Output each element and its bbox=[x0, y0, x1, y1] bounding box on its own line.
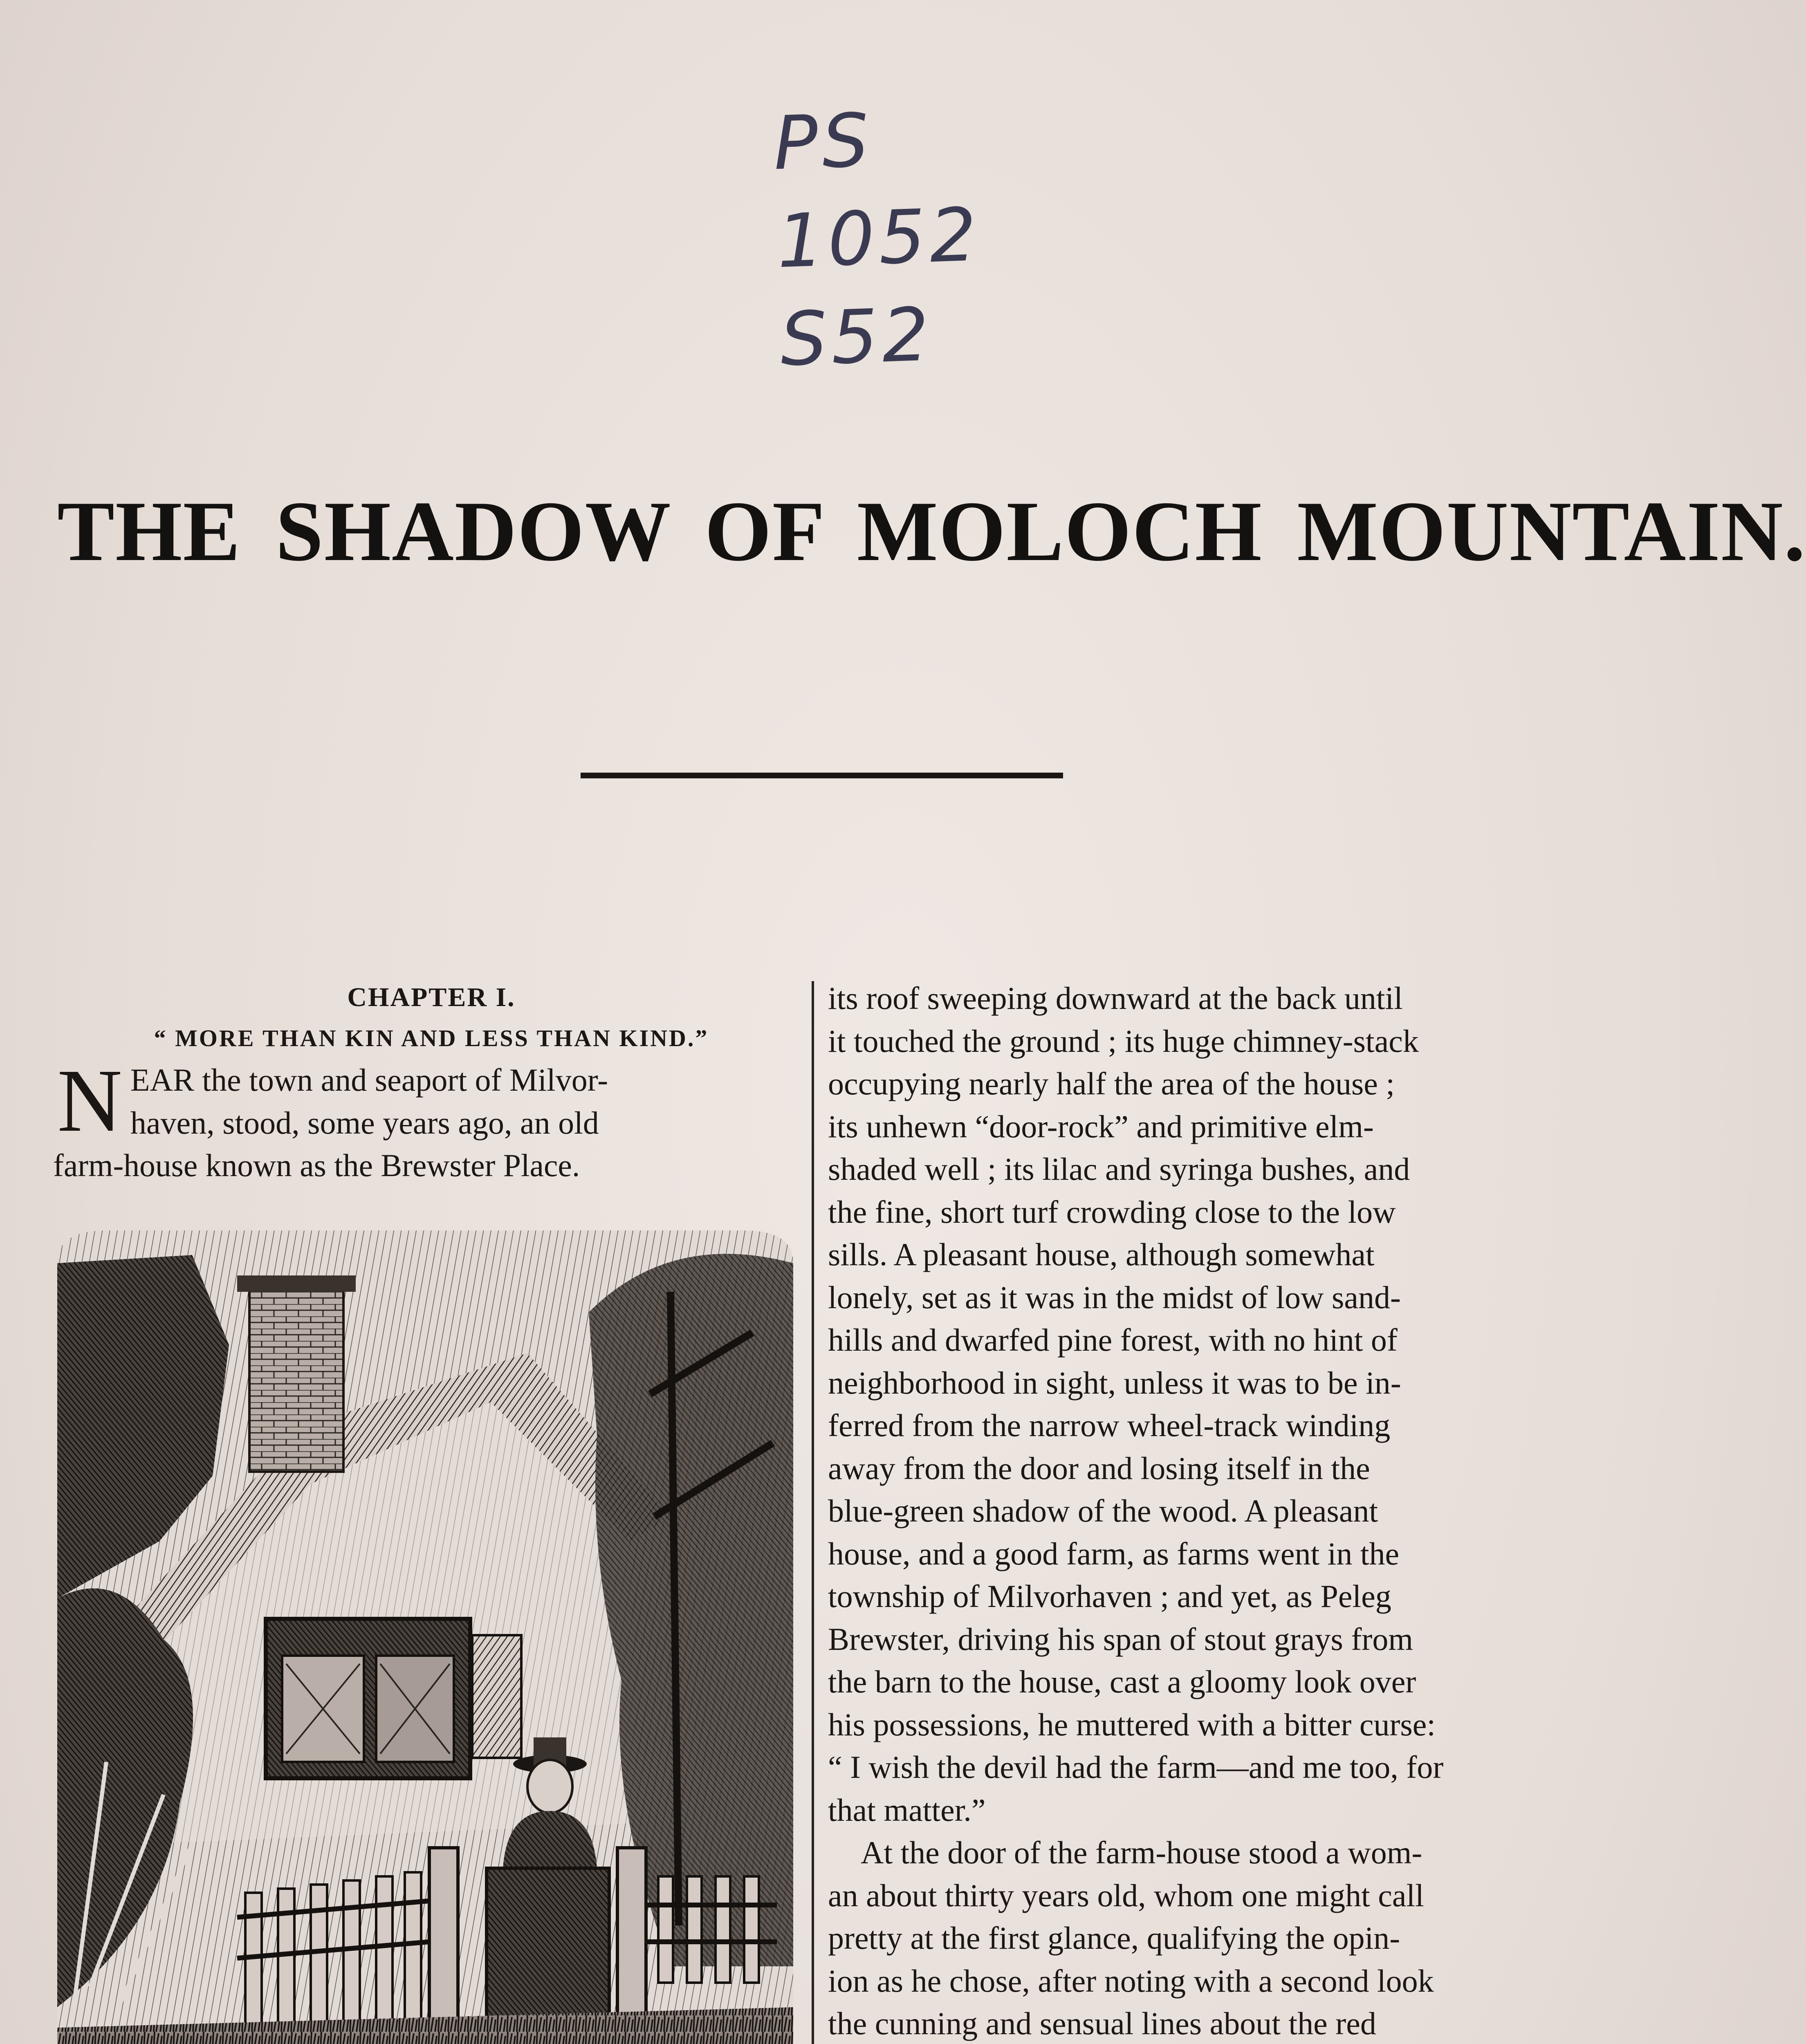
text-line: haven, stood, some years ago, an old bbox=[130, 1105, 599, 1141]
text-line: its roof sweeping downward at the back until bbox=[828, 980, 1403, 1016]
text-line: ion as he chose, after noting with a second look bbox=[828, 1963, 1434, 1999]
text-line: ferred from the narrow wheel-track winding bbox=[828, 1407, 1391, 1443]
text-line: the cunning and sensual lines about the red bbox=[828, 2006, 1376, 2041]
drop-cap: N bbox=[57, 1051, 122, 1150]
text-line: the barn to the house, cast a gloomy look over bbox=[828, 1664, 1416, 1699]
text-line: it touched the ground ; its huge chimney-stack bbox=[828, 1023, 1419, 1059]
text-line: house, and a good farm, as farms went in the bbox=[828, 1535, 1400, 1571]
text-line: its unhewn “door-rock” and primitive elm- bbox=[828, 1108, 1374, 1144]
right-column bbox=[828, 977, 1576, 2044]
text-line: “ I wish the devil had the farm—and me too, for bbox=[828, 1749, 1444, 1785]
text-line: Brewster, driving his span of stout grays from bbox=[828, 1621, 1413, 1657]
title-divider bbox=[581, 773, 1063, 778]
page-title: THE SHADOW OF MOLOCH MOUNTAIN. bbox=[57, 484, 1806, 579]
text-line: sills. A pleasant house, although somewhat bbox=[828, 1237, 1375, 1272]
text-line: blue-green shadow of the wood. A pleasant bbox=[828, 1493, 1378, 1529]
opening-paragraph bbox=[53, 1051, 805, 1187]
text-line: that matter.” bbox=[828, 1792, 986, 1828]
left-column bbox=[53, 977, 805, 1187]
text-line: lonely, set as it was in the midst of low sand- bbox=[828, 1279, 1401, 1315]
call-number-line: S52 bbox=[778, 292, 935, 383]
text-line: an about thirty years old, whom one might call bbox=[828, 1877, 1424, 1913]
text-line: occupying nearly half the area of the house ; bbox=[828, 1066, 1395, 1101]
call-number-line: PS bbox=[772, 97, 875, 187]
text-line: hills and dwarfed pine forest, with no hint of bbox=[828, 1322, 1398, 1358]
text-line: away from the door and losing itself in the bbox=[828, 1450, 1370, 1486]
text-line: the fine, short turf crowding close to the low bbox=[828, 1194, 1396, 1230]
call-number-line: 1052 bbox=[775, 192, 982, 285]
text-line: EAR the town and seaport of Milvor- bbox=[130, 1062, 608, 1098]
engraving-brewster-place bbox=[57, 1230, 793, 2044]
text-line: At the door of the farm-house stood a wom- bbox=[861, 1835, 1422, 1870]
text-line: shaded well ; its lilac and syringa bushes, and bbox=[828, 1151, 1410, 1187]
call-number-handwritten bbox=[772, 85, 1068, 389]
text-line: neighborhood in sight, unless it was to be in- bbox=[828, 1365, 1401, 1401]
text-line: his possessions, he muttered with a bitter curse: bbox=[828, 1706, 1436, 1742]
chapter-heading: CHAPTER I. bbox=[347, 982, 516, 1012]
text-line: farm-house known as the Brewster Place. bbox=[53, 1148, 580, 1183]
text-line: township of Milvorhaven ; and yet, as Peleg bbox=[828, 1578, 1391, 1614]
column-divider bbox=[812, 981, 814, 2044]
chapter-epigraph: “ MORE THAN KIN AND LESS THAN KIND.” bbox=[154, 1025, 709, 1051]
text-line: pretty at the first glance, qualifying the opin- bbox=[828, 1920, 1400, 1956]
